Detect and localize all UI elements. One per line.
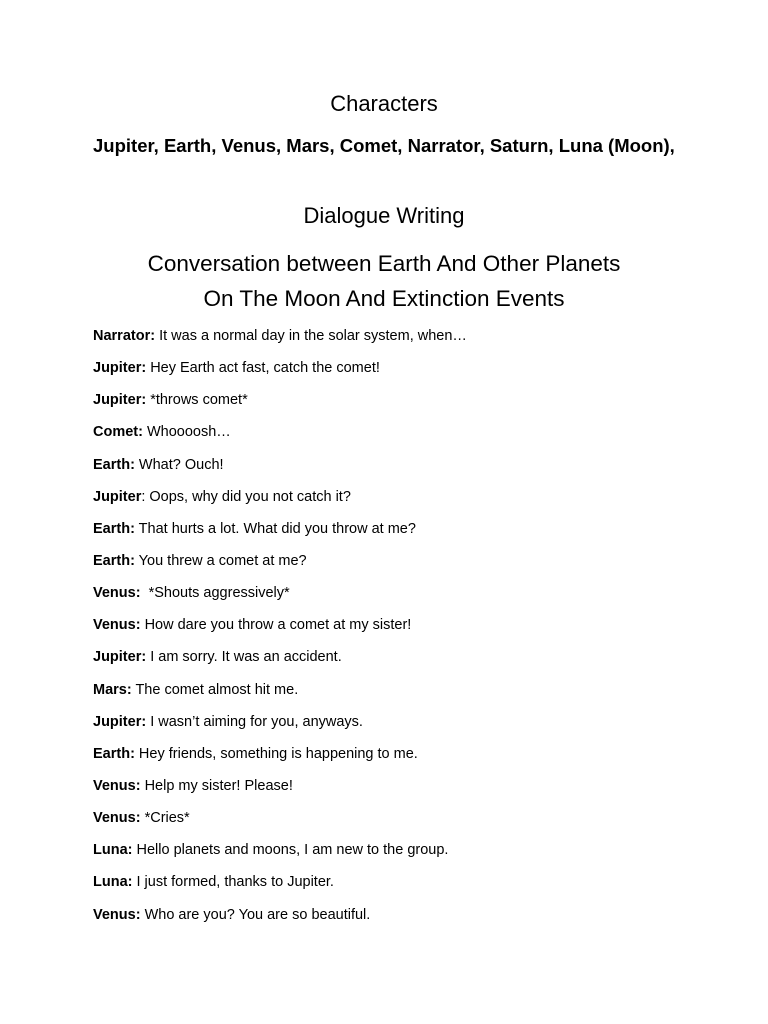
- dialogue-text: I just formed, thanks to Jupiter.: [132, 874, 334, 891]
- dialogue-line: [93, 451, 713, 483]
- dialogue-line: [93, 868, 713, 900]
- speaker-name: Venus:: [93, 810, 141, 827]
- speaker-name: Jupiter:: [93, 392, 147, 409]
- speaker-name: Narrator:: [93, 328, 156, 344]
- dialogue-text: Hey Earth act fast, catch the comet!: [146, 360, 380, 377]
- dialogue-text: It was a normal day in the solar system, when…: [155, 328, 467, 344]
- dialogue-text: *throws comet*: [146, 392, 248, 409]
- dialogue-line: [93, 611, 713, 643]
- speaker-name: Mars:: [93, 681, 132, 698]
- dialogue-line: [93, 836, 713, 868]
- dialogue-line: [93, 547, 713, 579]
- dialogue-list: [93, 322, 713, 933]
- dialogue-text: I wasn’t aiming for you, anyways.: [146, 713, 363, 730]
- dialogue-line: [93, 901, 713, 933]
- dialogue-text: You threw a comet at me?: [134, 552, 307, 569]
- speaker-name: Venus:: [93, 777, 141, 794]
- dialogue-line: [93, 515, 713, 547]
- dialogue-text: *Shouts aggressively*: [140, 585, 290, 602]
- dialogue-line: [93, 740, 713, 772]
- speaker-name: Earth:: [93, 456, 135, 473]
- dialogue-line: [93, 643, 713, 675]
- speaker-name: Earth:: [93, 520, 135, 537]
- speaker-name: Earth:: [93, 745, 135, 762]
- dialogue-text: How dare you throw a comet at my sister!: [140, 617, 412, 634]
- speaker-name: Jupiter:: [93, 649, 147, 666]
- dialogue-text: Whoooosh…: [142, 424, 231, 441]
- dialogue-text: That hurts a lot. What did you throw at me?: [134, 520, 416, 537]
- speaker-name: Luna:: [93, 874, 133, 891]
- speaker-name: Jupiter:: [93, 713, 147, 730]
- speaker-name: Venus:: [93, 906, 141, 923]
- dialogue-line: [93, 708, 713, 740]
- dialogue-text: I am sorry. It was an accident.: [146, 649, 342, 666]
- dialogue-line: [93, 418, 713, 450]
- conversation-title: [0, 246, 768, 316]
- dialogue-writing-heading: Dialogue Writing: [303, 203, 465, 228]
- dialogue-text: Help my sister! Please!: [140, 777, 293, 794]
- speaker-name: Venus:: [93, 585, 141, 602]
- dialogue-text: *Cries*: [140, 810, 190, 827]
- speaker-name: Luna:: [93, 842, 133, 859]
- dialogue-text: What? Ouch!: [134, 456, 224, 473]
- dialogue-line: [93, 322, 713, 354]
- dialogue-line: [93, 386, 713, 418]
- dialogue-text: Hey friends, something is happening to me.: [134, 745, 418, 762]
- conversation-title-line-1: Conversation between Earth And Other Planets: [147, 251, 621, 276]
- dialogue-text: : Oops, why did you not catch it?: [141, 488, 351, 505]
- speaker-name: Earth:: [93, 552, 135, 569]
- dialogue-text: The comet almost hit me.: [131, 681, 299, 698]
- speaker-name: Jupiter:: [93, 360, 147, 377]
- dialogue-text: Hello planets and moons, I am new to the group.: [132, 842, 449, 859]
- character-list: Jupiter, Earth, Venus, Mars, Comet, Narrator, Saturn, Luna (Moon),: [93, 135, 675, 156]
- dialogue-line: [93, 772, 713, 804]
- characters-heading: Characters: [330, 91, 438, 116]
- speaker-name: Comet:: [93, 424, 143, 441]
- dialogue-line: [93, 804, 713, 836]
- dialogue-line: [93, 483, 713, 515]
- conversation-title-line-2: On The Moon And Extinction Events: [203, 286, 565, 311]
- dialogue-line: [93, 579, 713, 611]
- dialogue-line: [93, 676, 713, 708]
- dialogue-line: [93, 354, 713, 386]
- speaker-name: Venus:: [93, 617, 141, 634]
- dialogue-text: Who are you? You are so beautiful.: [140, 906, 371, 923]
- speaker-name: Jupiter: [93, 488, 142, 505]
